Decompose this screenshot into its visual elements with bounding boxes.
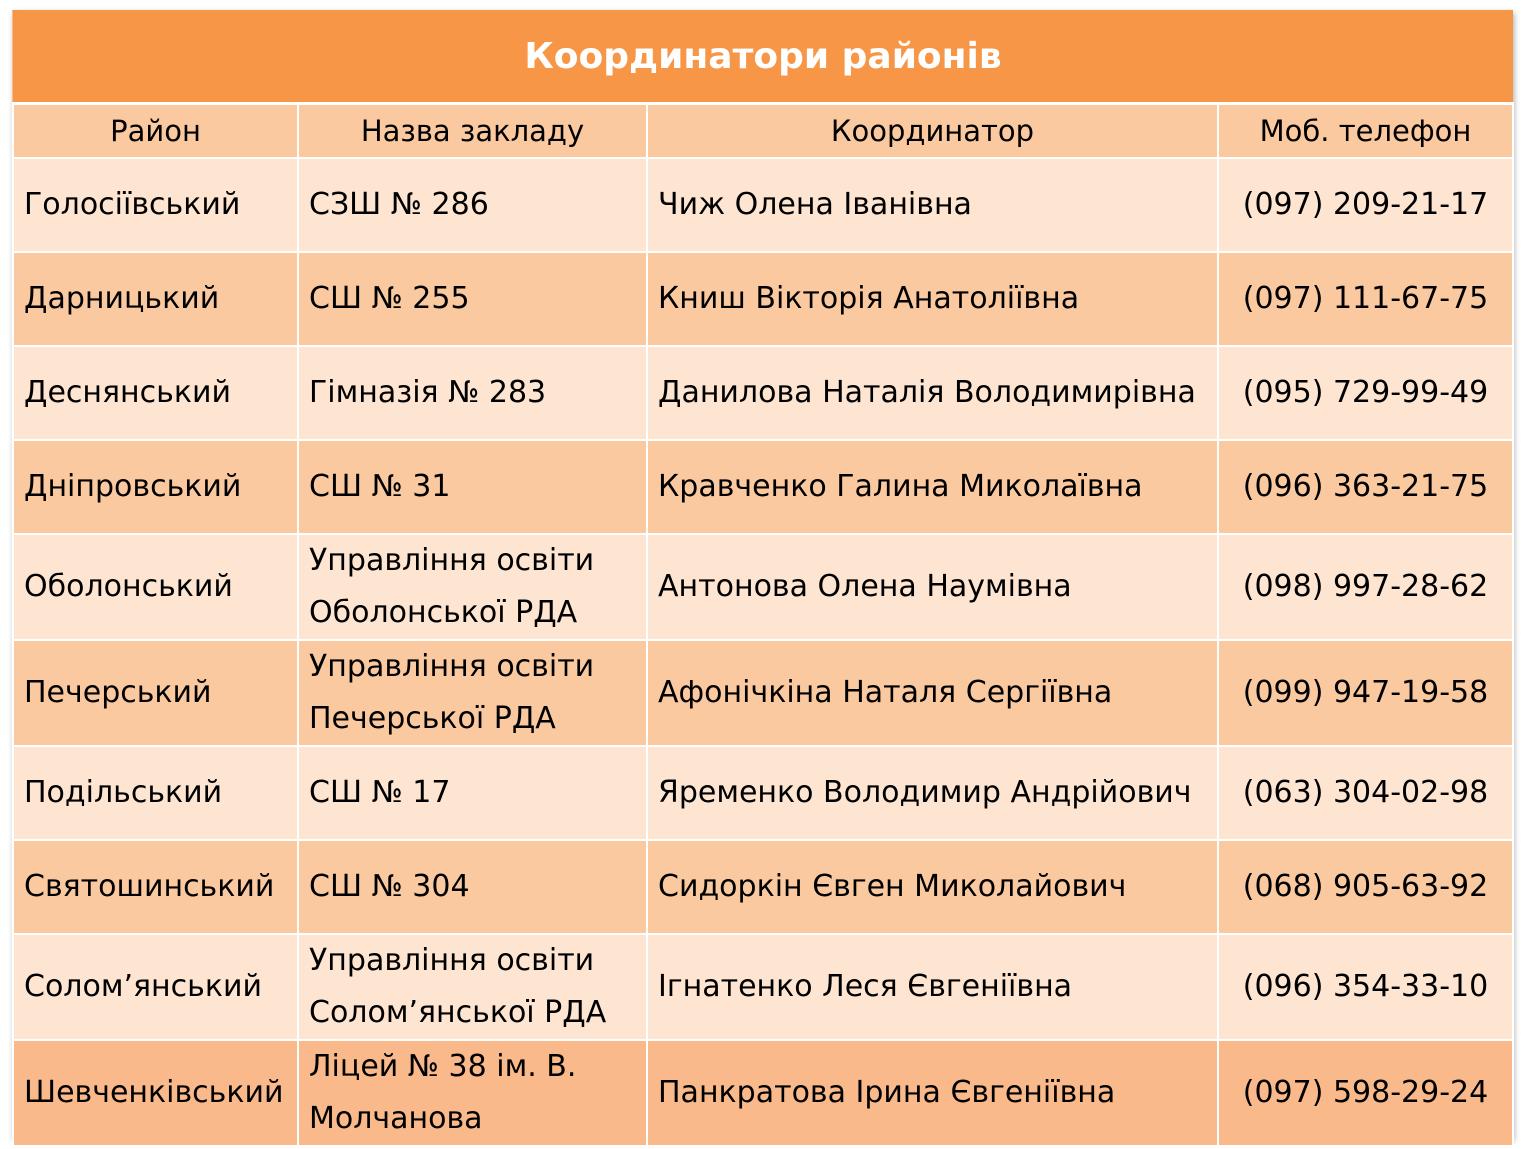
phone-cell: (068) 905-63-92 (1218, 840, 1513, 934)
table-title: Координатори районів (13, 10, 1513, 104)
district-cell: Шевченківський (13, 1040, 298, 1146)
header-phone: Моб. телефон (1218, 104, 1513, 159)
school-line-1: Ліцей № 38 ім. В. (309, 1049, 577, 1084)
coordinator-cell: Кравченко Галина Миколаївна (647, 440, 1218, 534)
district-cell: Подільський (13, 746, 298, 840)
coordinators-table (12, 10, 1514, 1147)
header-coordinator: Координатор (647, 104, 1218, 159)
coordinator-cell: Антонова Олена Наумівна (647, 534, 1218, 640)
school-cell (298, 1040, 647, 1146)
phone-cell: (097) 209-21-17 (1218, 158, 1513, 252)
school-line-1: Управління освіти (309, 943, 595, 978)
phone-cell: (098) 997-28-62 (1218, 534, 1513, 640)
school-cell (298, 640, 647, 746)
school-cell: СЗШ № 286 (298, 158, 647, 252)
header-row (13, 104, 1513, 159)
school-cell: СШ № 17 (298, 746, 647, 840)
coordinators-table-wrapper (12, 10, 1512, 1138)
table-row (13, 840, 1513, 934)
district-cell: Дніпровський (13, 440, 298, 534)
district-cell: Солом’янський (13, 934, 298, 1040)
district-cell: Голосіївський (13, 158, 298, 252)
district-cell: Дарницький (13, 252, 298, 346)
phone-cell: (095) 729-99-49 (1218, 346, 1513, 440)
phone-cell: (097) 598-29-24 (1218, 1040, 1513, 1146)
title-row (13, 10, 1513, 104)
header-district: Район (13, 104, 298, 159)
table-row (13, 346, 1513, 440)
phone-cell: (096) 363-21-75 (1218, 440, 1513, 534)
coordinator-cell: Афонічкіна Наталя Сергіївна (647, 640, 1218, 746)
coordinator-cell: Данилова Наталія Володимирівна (647, 346, 1218, 440)
coordinator-cell: Книш Вікторія Анатоліївна (647, 252, 1218, 346)
school-line-2: Молчанова (309, 1101, 483, 1136)
phone-cell: (063) 304-02-98 (1218, 746, 1513, 840)
table-row (13, 746, 1513, 840)
school-cell: Гімназія № 283 (298, 346, 647, 440)
school-line-1: Управління освіти (309, 649, 595, 684)
school-line-2: Печерської РДА (309, 701, 556, 736)
school-cell (298, 534, 647, 640)
district-cell: Печерський (13, 640, 298, 746)
table-row (13, 934, 1513, 1040)
table-row (13, 534, 1513, 640)
table-row (13, 440, 1513, 534)
district-cell: Деснянський (13, 346, 298, 440)
coordinator-cell: Сидоркін Євген Миколайович (647, 840, 1218, 934)
coordinator-cell: Чиж Олена Іванівна (647, 158, 1218, 252)
header-school: Назва закладу (298, 104, 647, 159)
school-line-1: Управління освіти (309, 543, 595, 578)
table-row (13, 252, 1513, 346)
district-cell: Святошинський (13, 840, 298, 934)
coordinator-cell: Ігнатенко Леся Євгеніївна (647, 934, 1218, 1040)
school-cell: СШ № 304 (298, 840, 647, 934)
coordinator-cell: Яременко Володимир Андрійович (647, 746, 1218, 840)
table-row (13, 640, 1513, 746)
phone-cell: (097) 111-67-75 (1218, 252, 1513, 346)
table-row (13, 1040, 1513, 1146)
phone-cell: (099) 947-19-58 (1218, 640, 1513, 746)
school-cell: СШ № 255 (298, 252, 647, 346)
district-cell: Оболонський (13, 534, 298, 640)
table-row (13, 158, 1513, 252)
school-line-2: Солом’янської РДА (309, 995, 607, 1030)
phone-cell: (096) 354-33-10 (1218, 934, 1513, 1040)
school-cell (298, 934, 647, 1040)
coordinator-cell: Панкратова Ірина Євгеніївна (647, 1040, 1218, 1146)
school-line-2: Оболонської РДА (309, 595, 578, 630)
school-cell: СШ № 31 (298, 440, 647, 534)
